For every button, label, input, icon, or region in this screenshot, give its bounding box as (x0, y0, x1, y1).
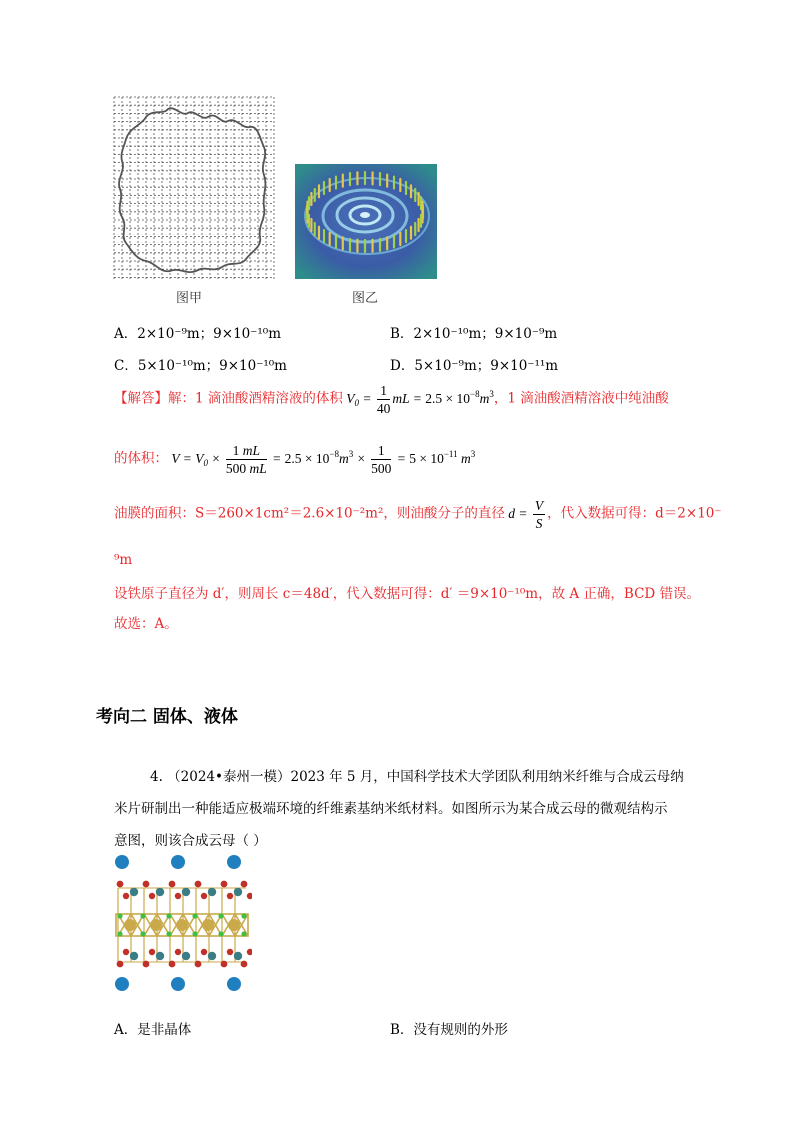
mica-structure-figure (112, 852, 252, 996)
q3-option-c[interactable]: C．5×10⁻¹⁰m；9×10⁻¹⁰m (114, 358, 287, 374)
q4-line-1: 4. （2024•泰州一模）2023 年 5 月，中国科学技术大学团队利用纳米纤维与合成云母纳 (150, 769, 684, 785)
oil-film-grid-figure (112, 95, 276, 281)
formula-d: d = $\frac{V}{S}$ (504, 498, 544, 531)
solution-text: ，1 滴油酸酒精溶液中纯油酸 (493, 390, 669, 407)
solution-line-2 (114, 442, 475, 477)
quantum-corral-figure (295, 164, 437, 279)
q4-line-2: 米片研制出一种能适应极端环境的纤维素基纳米纸材料。如图所示为某合成云母的微观结构示 (114, 801, 668, 817)
solution-line-1 (114, 382, 669, 417)
fig-a-caption: 图甲 (176, 291, 203, 306)
section-title: 考向二 固体、液体 (96, 707, 238, 727)
solution-line-4: ⁹m (114, 552, 133, 568)
fig-b-caption: 图乙 (352, 291, 379, 306)
q4-option-b[interactable]: B．没有规则的外形 (390, 1022, 508, 1038)
solution-answer: 故选：A。 (114, 616, 178, 632)
q3-option-b[interactable]: B．2×10⁻¹⁰m；9×10⁻⁹m (390, 326, 558, 342)
formula-v: $V = V_0$ × $\frac{1 mL}{500 mL}$ = $2.5 \times 10^{-8}m^3$ × $\frac{1}{500}$ = $5 \times 10^{-11}$ $m^3$ (168, 443, 476, 476)
solution-line-5: 设铁原子直径为 d′，则周长 c＝48d′，代入数据可得：d′ ＝9×10⁻¹⁰m，故 A 正确，BCD 错误。 (114, 586, 701, 602)
q3-option-d[interactable]: D．5×10⁻⁹m；9×10⁻¹¹m (390, 358, 559, 374)
q3-option-a[interactable]: A．2×10⁻⁹m；9×10⁻¹⁰m (114, 326, 281, 342)
q4-option-a[interactable]: A．是非晶体 (114, 1022, 192, 1038)
q4-line-3: 意图，则该合成云母（ ） (114, 833, 267, 849)
solution-tag: 【解答】 (114, 390, 168, 407)
solution-text: ，代入数据可得：d＝2×10⁻ (547, 505, 722, 522)
solution-text: 的体积： (114, 450, 168, 467)
formula-v0: $V_0$ = $\frac{1}{40}$ mL = $2.5 \times 10^{-8}m^3$ (342, 383, 494, 416)
solution-line-3 (114, 497, 722, 532)
solution-text: 解：1 滴油酸酒精溶液的体积 (168, 390, 343, 407)
solution-text: 油膜的面积：S＝260×1cm²＝2.6×10⁻²m²，则油酸分子的直径 (114, 505, 505, 522)
